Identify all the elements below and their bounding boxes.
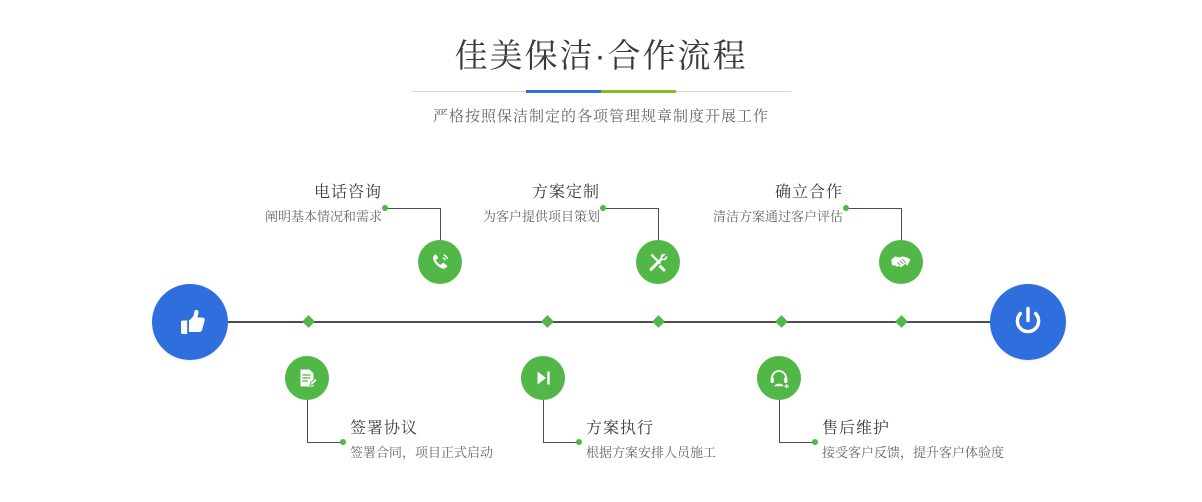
connector-line-1-horizontal [385,208,441,209]
connector-line-4-vertical [543,400,544,442]
axis-marker-1 [302,315,315,328]
phone-call-icon [428,250,452,274]
power-icon [1008,302,1048,342]
step-desc-plan-execute: 根据方案安排人员施工 [586,445,717,460]
flow-start-badge [152,284,228,360]
connector-line-5-vertical [901,208,902,240]
axis-marker-5 [895,315,908,328]
step-icon-after-sales[interactable] [757,356,801,400]
connector-line-4-horizontal [543,442,579,443]
step-title-plan-execute: 方案执行 [586,420,655,437]
connector-line-6-horizontal [779,442,815,443]
step-title-phone-consult: 电话咨询 [313,184,382,201]
title-rule [411,90,791,93]
connector-dot-4 [576,439,582,445]
step-desc-after-sales: 接受客户反馈，提升客户体验度 [822,445,1005,460]
connector-line-6-vertical [779,400,780,442]
axis-marker-2 [541,315,554,328]
connector-line-2-vertical [307,400,308,442]
play-next-icon [531,366,555,390]
connector-dot-6 [812,439,818,445]
connector-dot-5 [843,205,849,211]
connector-dot-3 [600,205,606,211]
header [0,34,1202,126]
step-label-plan-execute [586,418,716,464]
tools-icon [646,250,670,274]
step-desc-confirm-cooperation: 清洁方案通过客户评估 [712,209,843,224]
connector-dot-1 [382,205,388,211]
step-title-sign-agreement: 签署协议 [350,420,419,437]
step-label-sign-agreement [350,418,493,464]
connector-line-1-vertical [440,208,441,240]
timeline-axis [155,321,1050,323]
step-title-confirm-cooperation: 确立合作 [774,184,843,201]
rule-blue-segment [526,90,601,93]
thumbs-up-icon [170,302,210,342]
page-subtitle: 严格按照保洁制定的各项管理规章制度开展工作 [432,108,769,125]
step-desc-sign-agreement: 签署合同，项目正式启动 [350,445,494,460]
step-label-after-sales [822,418,1004,464]
axis-marker-4 [775,315,788,328]
rule-green-segment [601,90,676,93]
connector-dot-2 [340,439,346,445]
flow-end-badge [990,284,1066,360]
axis-marker-3 [652,315,665,328]
document-edit-icon [295,366,319,390]
step-label-phone-consult [252,182,382,228]
connector-line-5-horizontal [846,208,902,209]
process-flow [0,160,1202,502]
step-label-confirm-cooperation [700,182,843,228]
connector-line-2-horizontal [307,442,343,443]
step-icon-plan-customize[interactable] [636,240,680,284]
step-label-plan-customize [460,182,600,228]
step-title-after-sales: 售后维护 [822,420,891,437]
step-icon-phone-consult[interactable] [418,240,462,284]
connector-line-3-vertical [658,208,659,240]
step-title-plan-customize: 方案定制 [531,184,600,201]
step-desc-phone-consult: 阐明基本情况和需求 [264,209,382,224]
page-title: 佳美保洁·合作流程 [454,37,748,74]
step-icon-confirm-cooperation[interactable] [879,240,923,284]
handshake-icon [889,250,913,274]
step-icon-sign-agreement[interactable] [285,356,329,400]
step-icon-plan-execute[interactable] [521,356,565,400]
step-desc-plan-customize: 为客户提供项目策划 [482,209,600,224]
connector-line-3-horizontal [603,208,659,209]
headset-support-icon [767,366,791,390]
